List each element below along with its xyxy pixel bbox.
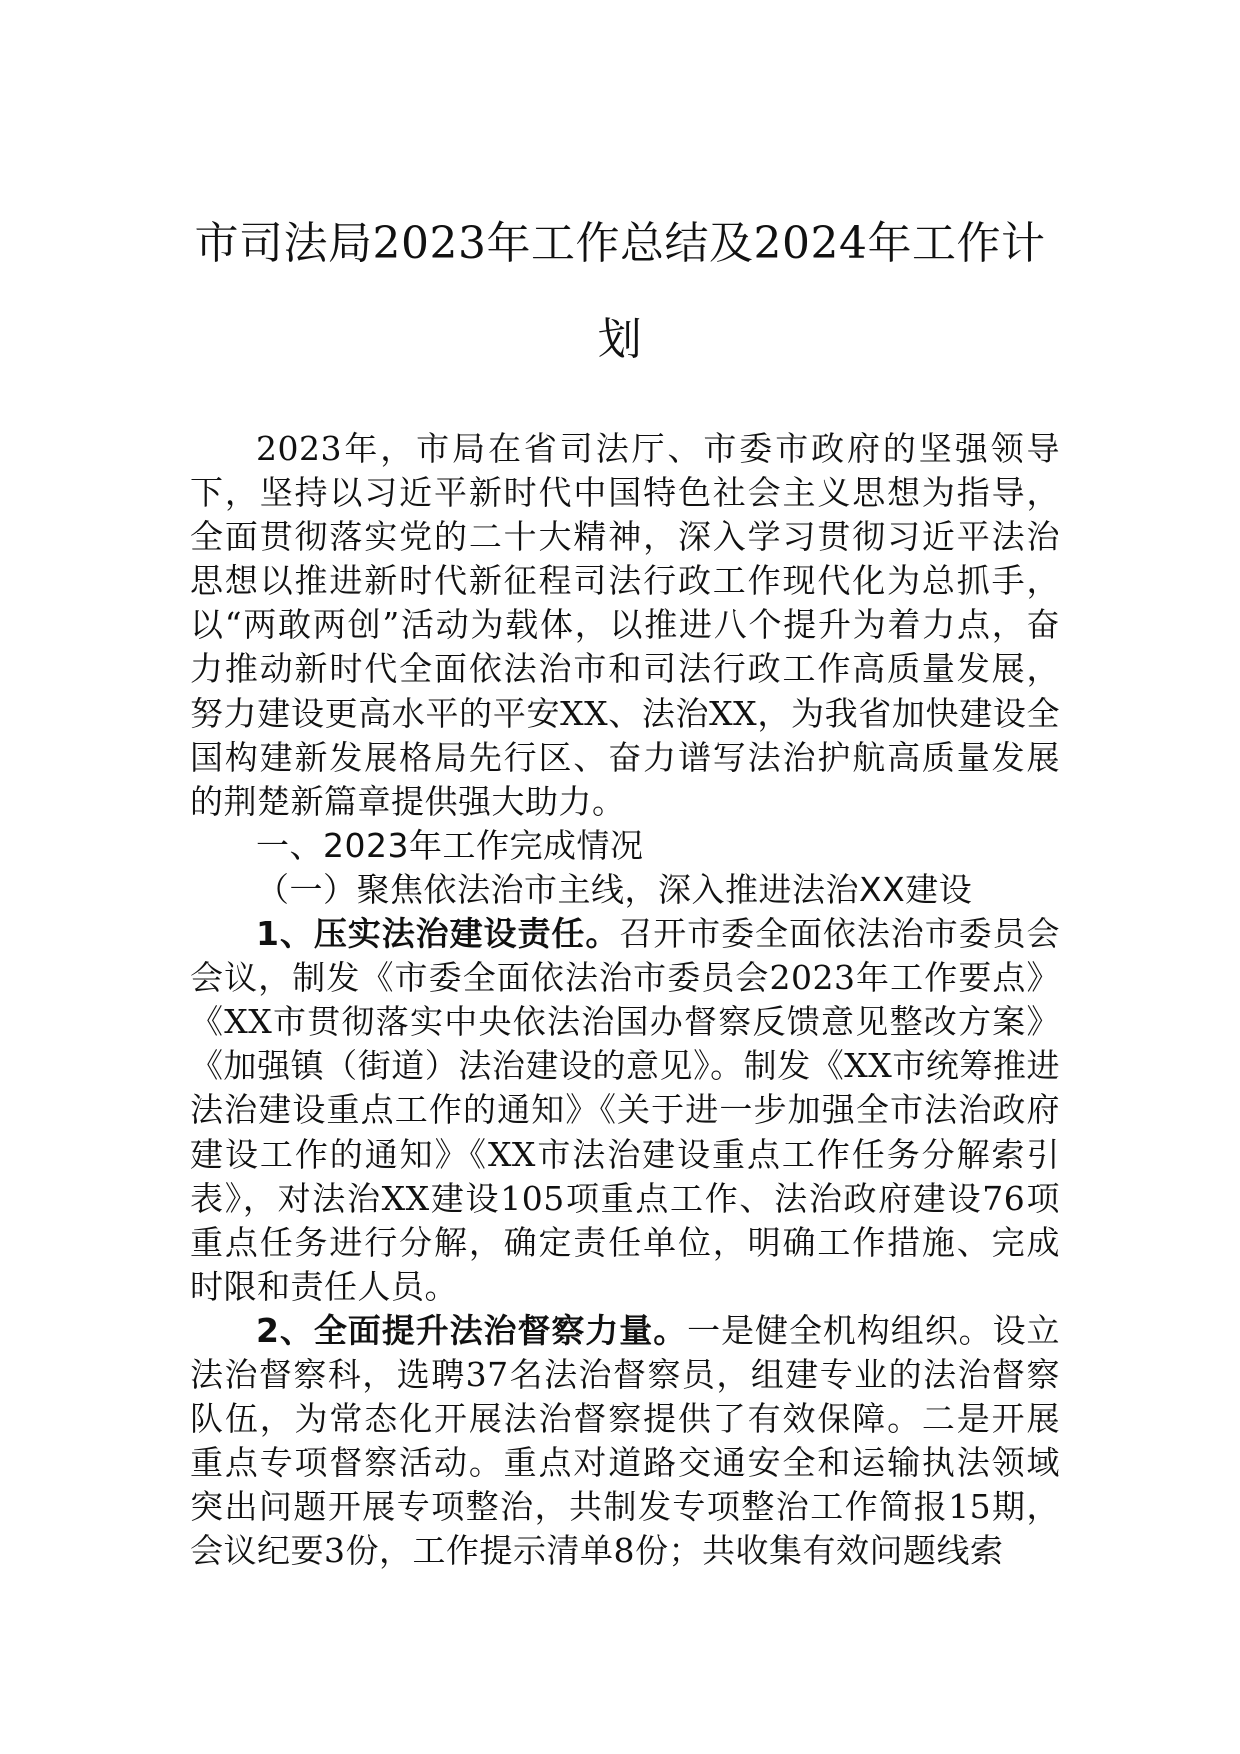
- document-title: [150, 196, 1090, 388]
- item-1-lead: 1、压实法治建设责任。: [256, 914, 620, 954]
- item-1-text: 召开市委全面依法治市委员会会议，制发《市委全面依法治市委员会2023年工作要点》《XX市贯彻落实中央依法治国办督察反馈意见整改方案》《加强镇（街道）法治建设的意见》。制发《XX市统筹推进法治建设重点工作的通知》《关于进一步加强全市法治政府建设工作的通知》《XX市法治建设重点工作任务分解索引表》，对法治XX建设105项重点工作、法治政府建设76项重点任务进行分解，确定责任单位，明确工作措施、完成时限和责任人员。: [190, 914, 1060, 1306]
- section-heading: 一、2023年工作完成情况: [256, 825, 644, 865]
- intro-paragraph: 2023年，市局在省司法厅、市委市政府的坚强领导下，坚持以习近平新时代中国特色社会主义思想为指导，全面贯彻落实党的二十大精神，深入学习贯彻习近平法治思想以推进新时代新征程司法行政工作现代化为总抓手，以“两敢两创”活动为载体，以推进八个提升为着力点，奋力推动新时代全面依法治市和司法行政工作高质量发展，努力建设更高水平的平安XX、法治XX，为我省加快建设全国构建新发展格局先行区、奋力谱写法治护航高质量发展的荆楚新篇章提供强大助力。: [190, 429, 1060, 821]
- item-2-text: 一是健全机构组织。设立法治督察科，选聘37名法治督察员，组建专业的法治督察队伍，为常态化开展法治督察提供了有效保障。二是开展重点专项督察活动。重点对道路交通安全和运输执法领域突出问题开展专项整治，共制发专项整治工作简报15期，会议纪要3份，工作提示清单8份；共收集有效问题线索: [190, 1310, 1061, 1571]
- subsection-heading: （一）聚焦依法治市主线，深入推进法治XX建设: [256, 869, 973, 909]
- document-body: [190, 427, 1060, 1573]
- item-2-lead: 2、全面提升法治督察力量。: [256, 1310, 688, 1350]
- title-line-1: 市司法局2023年工作总结及2024年工作计: [194, 218, 1046, 269]
- item-2-paragraph: [190, 1309, 1060, 1574]
- title-line-2: 划: [597, 314, 643, 365]
- item-1-paragraph: [190, 912, 1060, 1309]
